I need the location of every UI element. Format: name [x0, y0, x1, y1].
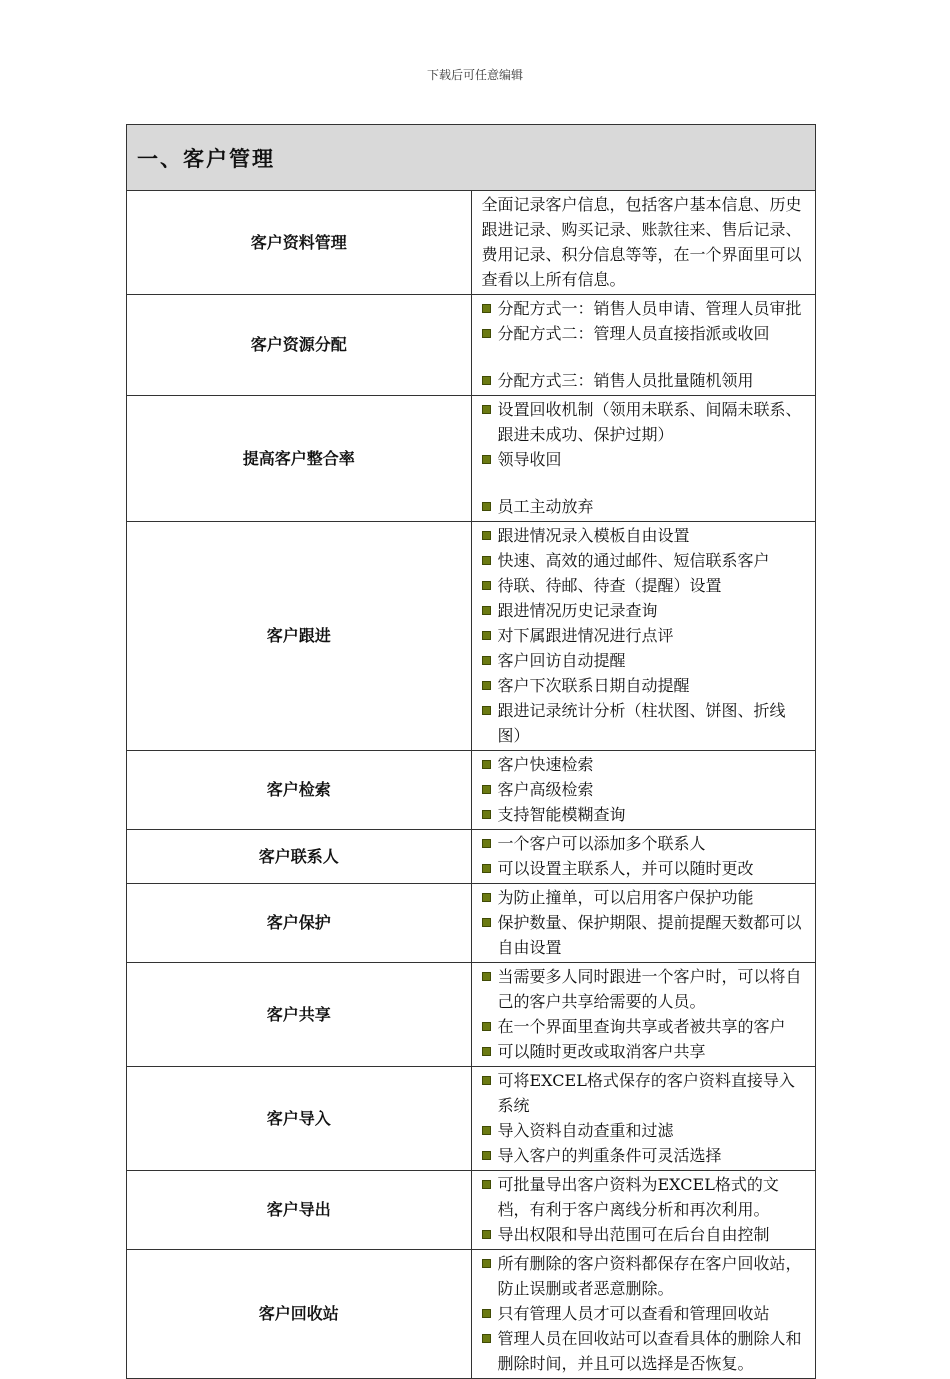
list-item-text: 跟进情况录入模板自由设置 [497, 526, 690, 545]
row-content [471, 191, 816, 295]
table-row [127, 830, 816, 884]
list-item [482, 910, 810, 960]
list-item [482, 321, 810, 346]
list-item [482, 856, 810, 881]
list-item-text: 支持智能模糊查询 [497, 805, 626, 824]
row-content [471, 830, 816, 884]
list-item [482, 397, 810, 447]
square-bullet-icon [482, 1126, 491, 1135]
square-bullet-icon [482, 706, 491, 715]
list-item [482, 1143, 810, 1168]
list-item-text: 跟进记录统计分析（柱状图、饼图、折线图） [497, 701, 786, 745]
row-label: 客户检索 [127, 751, 472, 830]
list-item-text: 设置回收机制（领用未联系、间隔未联系、跟进未成功、保护过期） [497, 400, 802, 444]
list-item-text: 分配方式一：销售人员申请、管理人员审批 [497, 299, 802, 318]
table-row [127, 884, 816, 963]
square-bullet-icon [482, 839, 491, 848]
list-item [482, 752, 810, 777]
list-item-text: 在一个界面里查询共享或者被共享的客户 [497, 1017, 786, 1036]
square-bullet-icon [482, 556, 491, 565]
list-item-text: 可将EXCEL格式保存的客户资料直接导入系统 [497, 1071, 795, 1115]
list-item [482, 623, 810, 648]
list-item [482, 1068, 810, 1118]
list-item-text: 一个客户可以添加多个联系人 [497, 834, 706, 853]
list-item-text: 对下属跟进情况进行点评 [497, 626, 674, 645]
list-item [482, 494, 810, 519]
list-item [482, 648, 810, 673]
list-item-text: 跟进情况历史记录查询 [497, 601, 658, 620]
row-label: 客户联系人 [127, 830, 472, 884]
row-content [471, 963, 816, 1067]
list-item [482, 1039, 810, 1064]
table-row [127, 191, 816, 295]
row-content [471, 295, 816, 396]
list-item [482, 802, 810, 827]
list-item-text: 可批量导出客户资料为EXCEL格式的文档，有利于客户离线分析和再次利用。 [497, 1175, 779, 1219]
list-item [482, 1014, 810, 1039]
square-bullet-icon [482, 1309, 491, 1318]
row-label: 客户跟进 [127, 522, 472, 751]
square-bullet-icon [482, 455, 491, 464]
list-item [482, 1172, 810, 1222]
row-content [471, 1171, 816, 1250]
list-item-text: 客户快速检索 [497, 755, 594, 774]
list-item [482, 964, 810, 1014]
row-content [471, 522, 816, 751]
row-content [471, 396, 816, 522]
square-bullet-icon [482, 329, 491, 338]
table-row [127, 295, 816, 396]
square-bullet-icon [482, 1022, 491, 1031]
list-item-text: 所有删除的客户资料都保存在客户回收站，防止误删或者恶意删除。 [497, 1254, 802, 1298]
list-item [482, 447, 810, 472]
row-label: 客户导入 [127, 1067, 472, 1171]
square-bullet-icon [482, 785, 491, 794]
list-item-text: 客户高级检索 [497, 780, 594, 799]
table-row [127, 1171, 816, 1250]
section-header-row [127, 125, 816, 191]
list-item-text: 导入客户的判重条件可灵活选择 [497, 1146, 722, 1165]
list-item-text: 分配方式三：销售人员批量随机领用 [497, 371, 754, 390]
list-item-text: 客户下次联系日期自动提醒 [497, 676, 690, 695]
list-item [482, 1118, 810, 1143]
square-bullet-icon [482, 1151, 491, 1160]
row-label: 客户保护 [127, 884, 472, 963]
square-bullet-icon [482, 1180, 491, 1189]
list-item-text: 员工主动放弃 [497, 497, 594, 516]
row-content [471, 751, 816, 830]
square-bullet-icon [482, 1230, 491, 1239]
table-row [127, 396, 816, 522]
list-item [482, 698, 810, 748]
square-bullet-icon [482, 760, 491, 769]
square-bullet-icon [482, 656, 491, 665]
square-bullet-icon [482, 405, 491, 414]
list-item-text: 可以随时更改或取消客户共享 [497, 1042, 706, 1061]
table-row [127, 1250, 816, 1379]
square-bullet-icon [482, 918, 491, 927]
square-bullet-icon [482, 972, 491, 981]
row-label: 客户资源分配 [127, 295, 472, 396]
list-item-text: 快速、高效的通过邮件、短信联系客户 [497, 551, 770, 570]
square-bullet-icon [482, 581, 491, 590]
square-bullet-icon [482, 893, 491, 902]
table-row [127, 1067, 816, 1171]
square-bullet-icon [482, 531, 491, 540]
list-item [482, 1326, 810, 1376]
page-header: 下载后可任意编辑 [426, 68, 523, 82]
square-bullet-icon [482, 1076, 491, 1085]
list-item-text: 客户回访自动提醒 [497, 651, 626, 670]
square-bullet-icon [482, 1047, 491, 1056]
row-description: 全面记录客户信息，包括客户基本信息、历史跟进记录、购买记录、账款往来、售后记录、费用记录、积分信息等等，在一个界面里可以查看以上所有信息。 [481, 195, 802, 289]
list-item [482, 885, 810, 910]
list-item-text: 管理人员在回收站可以查看具体的删除人和删除时间，并且可以选择是否恢复。 [497, 1329, 802, 1373]
row-content [471, 884, 816, 963]
list-item-text: 只有管理人员才可以查看和管理回收站 [497, 1304, 770, 1323]
list-item-text: 保护数量、保护期限、提前提醒天数都可以自由设置 [497, 913, 802, 957]
list-item [482, 573, 810, 598]
square-bullet-icon [482, 631, 491, 640]
row-label: 客户回收站 [127, 1250, 472, 1379]
square-bullet-icon [482, 681, 491, 690]
row-label: 提高客户整合率 [127, 396, 472, 522]
table-row [127, 751, 816, 830]
list-item [482, 296, 810, 321]
table-row [127, 522, 816, 751]
square-bullet-icon [482, 502, 491, 511]
section-title: 一、客户管理 [127, 125, 816, 191]
list-item-text: 可以设置主联系人，并可以随时更改 [497, 859, 754, 878]
list-item-text: 导出权限和导出范围可在后台自由控制 [497, 1225, 770, 1244]
list-item [482, 548, 810, 573]
list-item [482, 777, 810, 802]
list-item [482, 1222, 810, 1247]
list-item [482, 831, 810, 856]
square-bullet-icon [482, 1334, 491, 1343]
table-row [127, 963, 816, 1067]
square-bullet-icon [482, 304, 491, 313]
list-item [482, 523, 810, 548]
list-item-text: 分配方式二：管理人员直接指派或收回 [497, 324, 770, 343]
row-content [471, 1067, 816, 1171]
square-bullet-icon [482, 810, 491, 819]
row-label: 客户导出 [127, 1171, 472, 1250]
row-label: 客户资料管理 [127, 191, 472, 295]
list-item [482, 673, 810, 698]
list-item-text: 导入资料自动查重和过滤 [497, 1121, 674, 1140]
list-item-text: 当需要多人同时跟进一个客户时，可以将自己的客户共享给需要的人员。 [497, 967, 802, 1011]
square-bullet-icon [482, 864, 491, 873]
list-item [482, 368, 810, 393]
list-item-text: 为防止撞单，可以启用客户保护功能 [497, 888, 754, 907]
square-bullet-icon [482, 1259, 491, 1268]
customer-management-table [126, 124, 816, 1379]
row-label: 客户共享 [127, 963, 472, 1067]
list-item [482, 598, 810, 623]
list-item [482, 1251, 810, 1301]
list-item [482, 1301, 810, 1326]
square-bullet-icon [482, 606, 491, 615]
list-item-text: 领导收回 [497, 450, 562, 469]
square-bullet-icon [482, 376, 491, 385]
list-item-text: 待联、待邮、待查（提醒）设置 [497, 576, 722, 595]
row-content [471, 1250, 816, 1379]
